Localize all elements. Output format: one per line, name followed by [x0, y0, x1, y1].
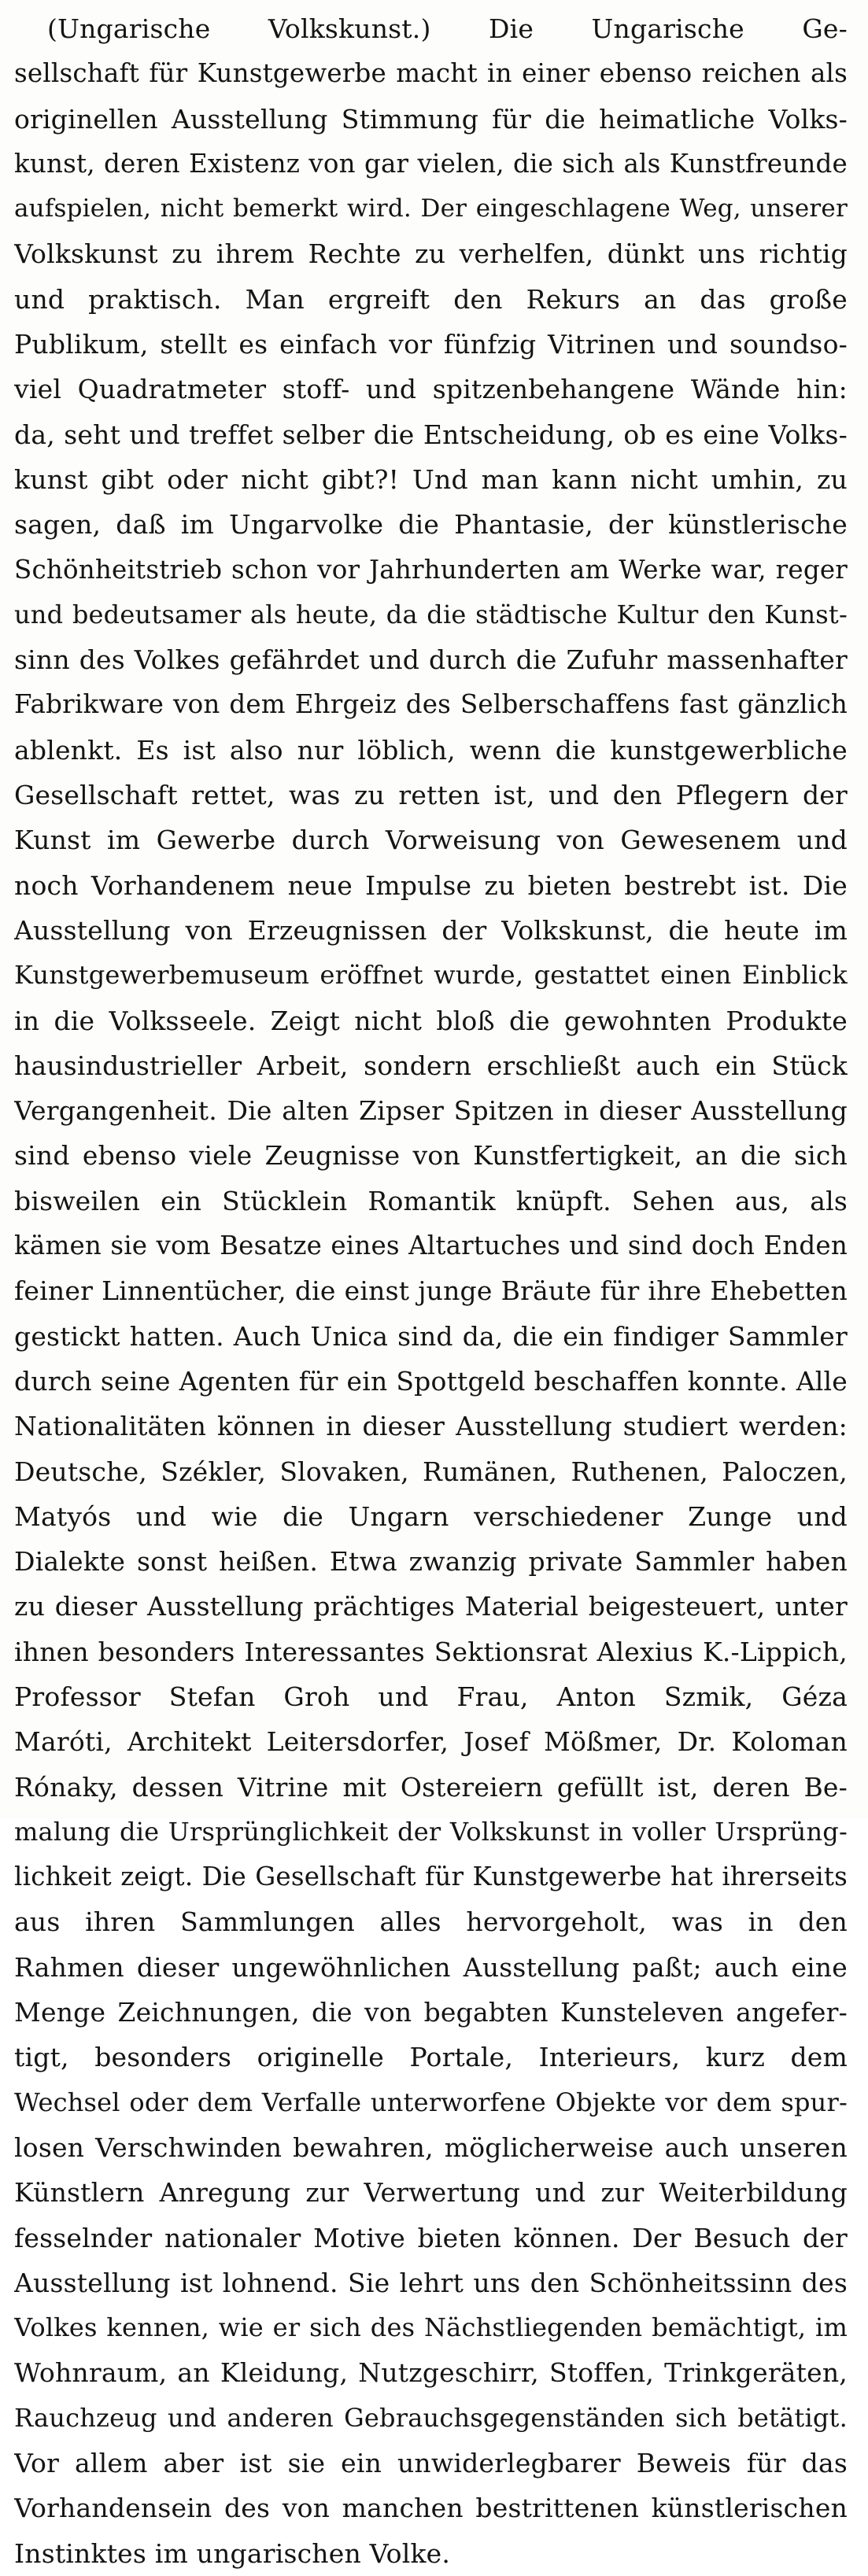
- article-line: tigt, besonders originelle Portale, Interieurs, kurz dem: [14, 2042, 848, 2073]
- article-line: noch Vorhandenem neue Impulse zu bieten bestrebt ist. Die: [14, 869, 848, 901]
- article-line: Vorhandensein des von manchen bestrittenen künstlerischen: [14, 2493, 848, 2524]
- article-line: Dialekte sonst heißen. Etwa zwanzig private Sammler haben: [14, 1546, 848, 1578]
- article-line: Volkes kennen, wie er sich des Nächstliegenden bemächtigt, im: [14, 2312, 848, 2343]
- article-line: Rónaky, dessen Vitrine mit Ostereiern gefüllt ist, deren Be-: [14, 1771, 848, 1803]
- article-line: Vergangenheit. Die alten Zipser Spitzen in dieser Ausstellung: [14, 1095, 848, 1127]
- article-line: zu dieser Ausstellung prächtiges Material beigesteuert, unter: [14, 1591, 848, 1622]
- article-line: Rauchzeug und anderen Gebrauchsgegenständen sich betätigt.: [14, 2402, 848, 2433]
- article-line: Professor Stefan Groh und Frau, Anton Szmik, Géza: [14, 1681, 848, 1712]
- article-line: ablenkt. Es ist also nur löblich, wenn die kunstgewerbliche: [14, 734, 848, 766]
- article-line: Publikum, stellt es einfach vor fünfzig Vitrinen und soundso-: [14, 329, 848, 360]
- article-line: Fabrikware von dem Ehrgeiz des Selberschaffens fast gänzlich: [14, 689, 848, 720]
- article-line: sagen, daß im Ungarvolke die Phantasie, der künstlerische: [14, 509, 848, 541]
- article-line: malung die Ursprünglichkeit der Volkskunst in voller Ursprüng-: [14, 1816, 848, 1847]
- article-line: Gesellschaft rettet, was zu retten ist, und den Pflegern der: [14, 780, 848, 811]
- article-line: aufspielen, nicht bemerkt wird. Der eingeschlagene Weg, unserer: [14, 194, 848, 223]
- article-line: Rahmen dieser ungewöhnlichen Ausstellung paßt; auch eine: [14, 1951, 848, 1983]
- article-line: und praktisch. Man ergreift den Rekurs an das große: [14, 283, 848, 315]
- article-line: Kunst im Gewerbe durch Vorweisung von Gewesenem und: [14, 825, 848, 856]
- article-line: Schönheitstrieb schon vor Jahrhunderten am Werke war, reger: [14, 554, 848, 585]
- article-line: Instinktes im ungarischen Volke.: [14, 2537, 451, 2569]
- article-line: Künstlern Anregung zur Verwertung und zur Weiterbildung: [14, 2177, 848, 2209]
- article-line: Kunstgewerbemuseum eröffnet wurde, gestattet einen Einblick: [14, 960, 848, 991]
- article-line: da, seht und treffet selber die Entscheidung, ob es eine Volks-: [14, 419, 848, 450]
- article-line: kunst gibt oder nicht gibt?! Und man kann nicht umhin, zu: [14, 463, 848, 495]
- article-line: fesselnder nationaler Motive bieten können. Der Besuch der: [14, 2222, 848, 2253]
- article-line: bisweilen ein Stücklein Romantik knüpft. Sehen aus, als: [14, 1185, 848, 1216]
- article-line: kämen sie vom Besatze eines Altartuches und sind doch Enden: [14, 1231, 848, 1261]
- article-line: Wohnraum, an Kleidung, Nutzgeschirr, Stoffen, Trinkgeräten,: [14, 2357, 848, 2389]
- article-line: Deutsche, Székler, Slovaken, Rumänen, Ruthenen, Paloczen,: [14, 1456, 848, 1487]
- article-line: in die Volksseele. Zeigt nicht bloß die gewohnten Produkte: [14, 1005, 848, 1036]
- article-line: Menge Zeichnungen, die von begabten Kunsteleven angefer-: [14, 1997, 848, 2028]
- article-line: hausindustrieller Arbeit, sondern erschließt auch ein Stück: [14, 1050, 848, 1081]
- article-line: Volkskunst zu ihrem Rechte zu verhelfen, dünkt uns richtig: [14, 238, 848, 270]
- article-line: losen Verschwinden bewahren, möglicherweise auch unseren: [14, 2131, 848, 2163]
- article-line: Vor allem aber ist sie ein unwiderlegbarer Beweis für das: [14, 2448, 848, 2479]
- article-line: gestickt hatten. Auch Unica sind da, die ein findiger Sammler: [14, 1320, 848, 1352]
- article-line: kunst, deren Existenz von gar vielen, die sich als Kunstfreunde: [14, 148, 848, 179]
- article-line: sinn des Volkes gefährdet und durch die Zufuhr massenhafter: [14, 644, 848, 676]
- article-line: ihnen besonders Interessantes Sektionsrat Alexius K.-Lippich,: [14, 1636, 848, 1667]
- article-column: [14, 6, 848, 2576]
- article-line: feiner Linnentücher, die einst junge Bräute für ihre Ehebetten: [14, 1275, 848, 1307]
- article-line: und bedeutsamer als heute, da die städtische Kultur den Kunst-: [14, 599, 848, 629]
- article-line: sind ebenso viele Zeugnisse von Kunstfertigkeit, an die sich: [14, 1140, 848, 1172]
- article-line: viel Quadratmeter stoff- und spitzenbehangene Wände hin:: [14, 374, 848, 405]
- article-line: aus ihren Sammlungen alles hervorgeholt, was in den: [14, 1906, 848, 1938]
- article-line: sellschaft für Kunstgewerbe macht in einer ebenso reichen als: [14, 58, 848, 89]
- article-line: Wechsel oder dem Verfalle unterworfene Objekte vor dem spur-: [14, 2087, 848, 2117]
- article-line: Matyós und wie die Ungarn verschiedener Zunge und: [14, 1500, 848, 1532]
- article-line: (Ungarische Volkskunst.) Die Ungarische Ge-: [47, 13, 848, 44]
- article-line: Ausstellung von Erzeugnissen der Volkskunst, die heute im: [14, 914, 848, 946]
- article-line: Maróti, Architekt Leitersdorfer, Josef Mößmer, Dr. Koloman: [14, 1726, 848, 1758]
- article-line: Nationalitäten können in dieser Ausstellung studiert werden:: [14, 1411, 848, 1442]
- article-line: originellen Ausstellung Stimmung für die heimatliche Volks-: [14, 103, 848, 135]
- article-line: Ausstellung ist lohnend. Sie lehrt uns den Schönheitssinn des: [14, 2267, 848, 2298]
- article-line: durch seine Agenten für ein Spottgeld beschaffen konnte. Alle: [14, 1365, 848, 1397]
- article-line: lichkeit zeigt. Die Gesellschaft für Kunstgewerbe hat ihrerseits: [14, 1862, 848, 1892]
